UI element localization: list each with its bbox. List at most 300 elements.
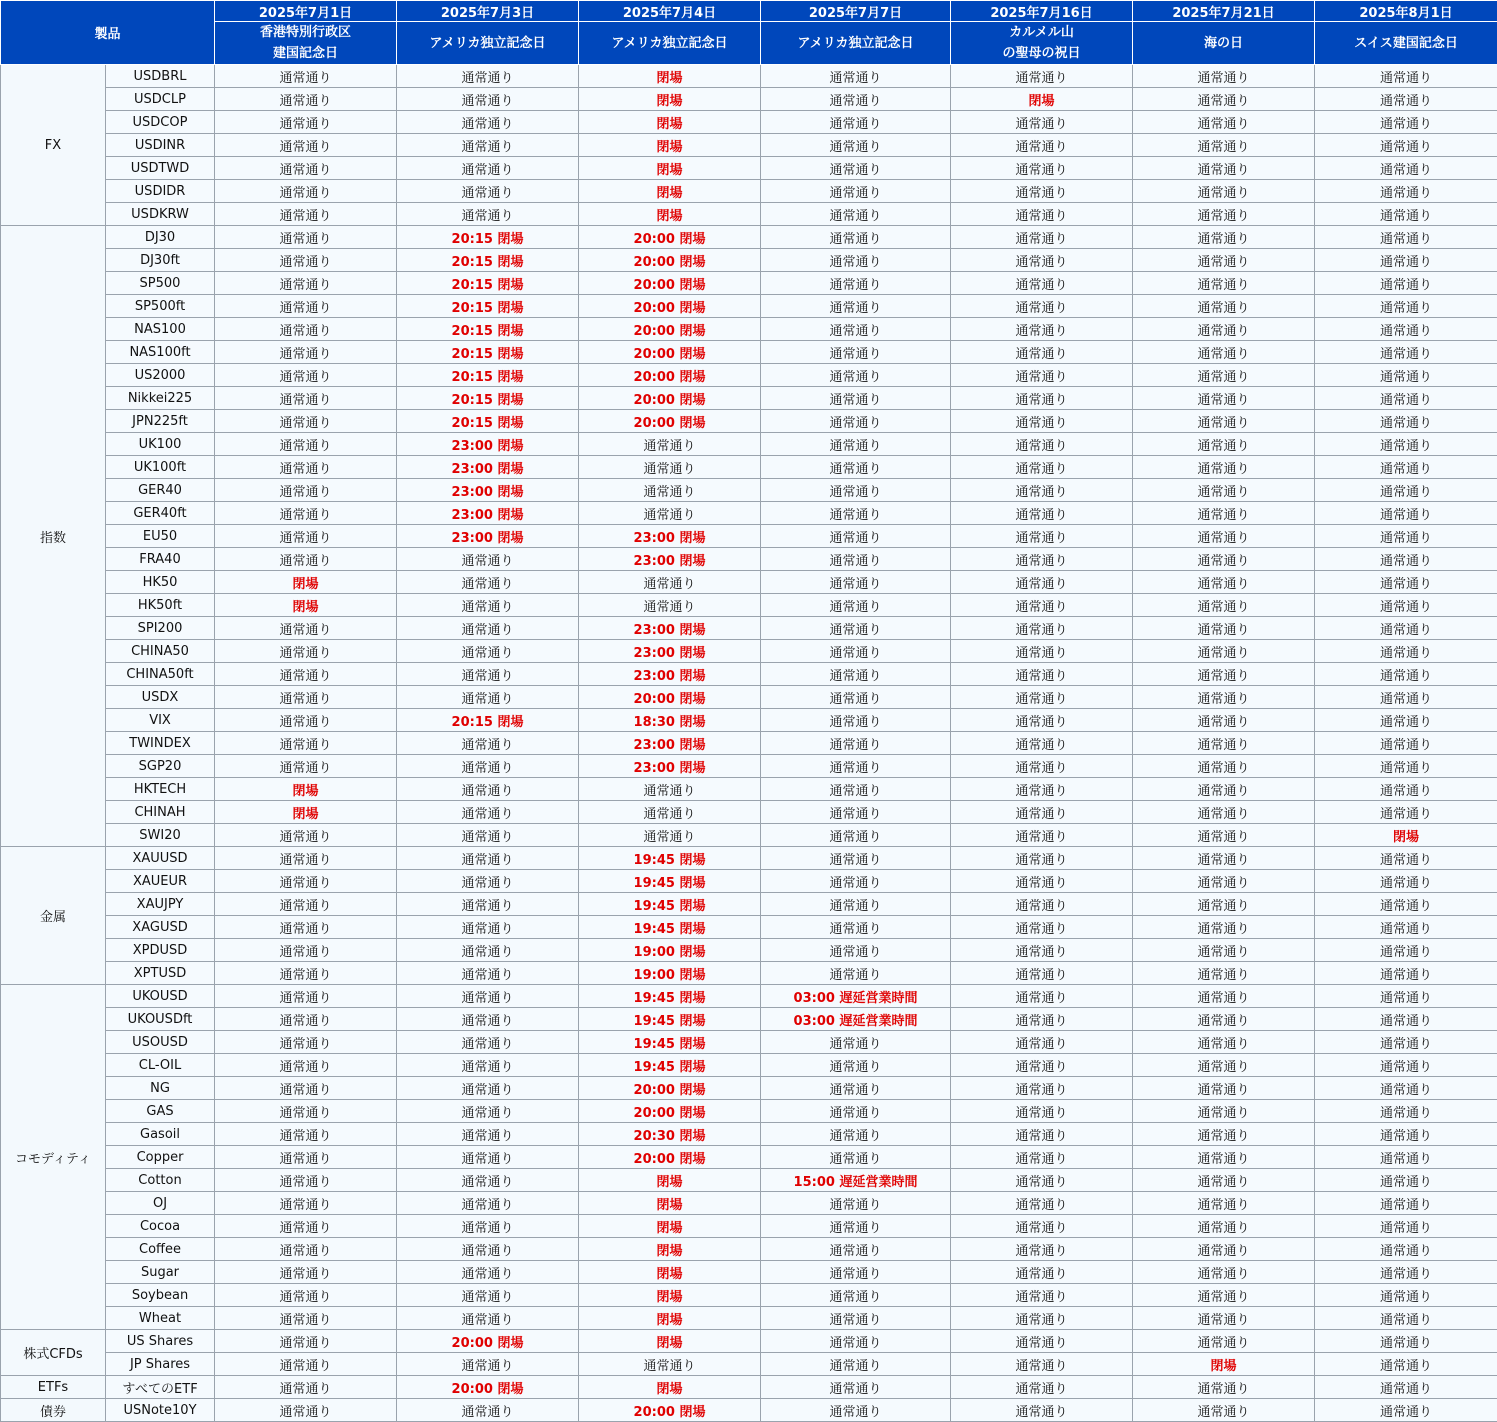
status-cell: 通常通り [1133,88,1315,111]
status-cell: 通常通り [215,387,397,410]
header-date-row [1,1,1497,22]
product-cell: JPN225ft [106,410,215,433]
product-cell: SPI200 [106,617,215,640]
status-cell: 通常通り [761,249,951,272]
status-cell: 通常通り [397,1146,579,1169]
status-cell: 通常通り [397,1192,579,1215]
product-cell: US2000 [106,364,215,387]
product-cell: USNote10Y [106,1399,215,1422]
status-cell: 通常通り [215,1100,397,1123]
status-cell: 通常通り [1315,134,1497,157]
status-cell: 通常通り [215,364,397,387]
status-cell: 20:00 閉場 [579,1077,761,1100]
status-cell: 通常通り [215,962,397,985]
status-cell: 通常通り [761,364,951,387]
status-cell: 通常通り [761,134,951,157]
status-cell: 通常通り [215,157,397,180]
status-cell: 通常通り [761,410,951,433]
status-cell: 19:00 閉場 [579,962,761,985]
status-cell: 通常通り [1133,410,1315,433]
status-cell: 通常通り [1133,502,1315,525]
status-cell: 通常通り [951,1100,1133,1123]
status-cell: 通常通り [1133,341,1315,364]
status-cell: 通常通り [215,433,397,456]
status-cell: 20:00 閉場 [579,1146,761,1169]
holiday-header [579,22,761,65]
status-cell: 通常通り [761,387,951,410]
status-cell: 通常通り [951,778,1133,801]
status-cell: 閉場 [579,1261,761,1284]
status-cell: 通常通り [1133,272,1315,295]
status-cell: 通常通り [951,824,1133,847]
table-row [1,640,1497,663]
table-row [1,1054,1497,1077]
status-cell: 通常通り [951,1307,1133,1330]
status-cell: 通常通り [397,134,579,157]
status-cell: 通常通り [1133,1330,1315,1353]
status-cell: 通常通り [579,433,761,456]
status-cell: 通常通り [951,1353,1133,1376]
status-cell: 通常通り [761,548,951,571]
status-cell: 19:45 閉場 [579,916,761,939]
status-cell: 通常通り [951,111,1133,134]
status-cell: 通常通り [1315,801,1497,824]
table-row [1,1077,1497,1100]
status-cell: 通常通り [1315,226,1497,249]
status-cell: 15:00 遅延営業時間 [761,1169,951,1192]
table-row [1,594,1497,617]
table-row [1,617,1497,640]
status-cell: 通常通り [1315,525,1497,548]
holiday-header [215,22,397,65]
status-cell: 通常通り [397,640,579,663]
holiday-header [761,22,951,65]
status-cell: 通常通り [951,364,1133,387]
status-cell: 通常通り [1315,65,1497,88]
product-cell: Wheat [106,1307,215,1330]
table-row [1,1284,1497,1307]
date-header: 2025年7月3日 [397,1,579,22]
status-cell: 通常通り [761,640,951,663]
status-cell: 通常通り [397,571,579,594]
status-cell: 通常通り [761,686,951,709]
status-cell: 通常通り [215,1008,397,1031]
holiday-header [1133,22,1315,65]
status-cell: 通常通り [1133,364,1315,387]
table-row [1,249,1497,272]
status-cell: 通常通り [215,847,397,870]
status-cell: 通常通り [1133,939,1315,962]
status-cell: 20:15 閉場 [397,364,579,387]
status-cell: 20:00 閉場 [579,364,761,387]
status-cell: 閉場 [579,134,761,157]
status-cell: 20:00 閉場 [397,1330,579,1353]
status-cell: 19:00 閉場 [579,939,761,962]
status-cell: 通常通り [1133,249,1315,272]
status-cell: 閉場 [579,203,761,226]
status-cell: 通常通り [1133,962,1315,985]
status-cell: 通常通り [397,1054,579,1077]
status-cell: 通常通り [215,1307,397,1330]
product-cell: FRA40 [106,548,215,571]
status-cell: 通常通り [1315,88,1497,111]
status-cell: 通常通り [1315,1008,1497,1031]
status-cell: 通常通り [215,272,397,295]
product-cell: Sugar [106,1261,215,1284]
status-cell: 通常通り [1315,1100,1497,1123]
status-cell: 通常通り [397,985,579,1008]
status-cell: 通常通り [1133,433,1315,456]
status-cell: 19:45 閉場 [579,985,761,1008]
status-cell: 通常通り [761,939,951,962]
product-cell: USDCLP [106,88,215,111]
table-row [1,548,1497,571]
status-cell: 通常通り [397,686,579,709]
status-cell: 通常通り [761,1192,951,1215]
table-row [1,1169,1497,1192]
product-cell: USOUSD [106,1031,215,1054]
product-cell: Cotton [106,1169,215,1192]
status-cell: 通常通り [951,341,1133,364]
status-cell: 通常通り [1315,1330,1497,1353]
date-header: 2025年7月7日 [761,1,951,22]
status-cell: 通常通り [215,226,397,249]
table-row [1,778,1497,801]
table-row [1,180,1497,203]
status-cell: 通常通り [1315,111,1497,134]
status-cell: 20:00 閉場 [579,1399,761,1422]
status-cell: 閉場 [951,88,1133,111]
status-cell: 通常通り [579,778,761,801]
status-cell: 20:15 閉場 [397,387,579,410]
table-row [1,985,1497,1008]
status-cell: 通常通り [1133,1399,1315,1422]
status-cell: 通常通り [1133,479,1315,502]
status-cell: 通常通り [761,732,951,755]
status-cell: 通常通り [1315,203,1497,226]
status-cell: 通常通り [761,1307,951,1330]
status-cell: 通常通り [397,180,579,203]
product-cell: JP Shares [106,1353,215,1376]
status-cell: 通常通り [1133,893,1315,916]
status-cell: 通常通り [397,1169,579,1192]
status-cell: 通常通り [761,617,951,640]
status-cell: 通常通り [761,1284,951,1307]
status-cell: 通常通り [1315,893,1497,916]
table-row [1,433,1497,456]
status-cell: 通常通り [1133,594,1315,617]
status-cell: 通常通り [1133,663,1315,686]
status-cell: 通常通り [951,732,1133,755]
status-cell: 通常通り [951,1261,1133,1284]
table-row [1,525,1497,548]
status-cell: 閉場 [579,65,761,88]
status-cell: 20:15 閉場 [397,226,579,249]
product-cell: SP500ft [106,295,215,318]
table-row [1,1261,1497,1284]
status-cell: 通常通り [761,1146,951,1169]
status-cell: 通常通り [397,962,579,985]
status-cell: 閉場 [579,157,761,180]
status-cell: 通常通り [951,939,1133,962]
status-cell: 通常通り [215,111,397,134]
status-cell: 通常通り [951,226,1133,249]
header-holiday-row [1,22,1497,65]
status-cell: 通常通り [761,1376,951,1399]
status-cell: 通常通り [951,1123,1133,1146]
status-cell: 通常通り [761,479,951,502]
status-cell: 通常通り [397,617,579,640]
product-cell: Copper [106,1146,215,1169]
status-cell: 20:15 閉場 [397,318,579,341]
status-cell: 19:45 閉場 [579,1054,761,1077]
status-cell: 通常通り [1315,1123,1497,1146]
product-cell: Nikkei225 [106,387,215,410]
product-cell: DJ30ft [106,249,215,272]
status-cell: 20:30 閉場 [579,1123,761,1146]
status-cell: 23:00 閉場 [579,732,761,755]
status-cell: 通常通り [397,1123,579,1146]
product-cell: EU50 [106,525,215,548]
status-cell: 通常通り [1315,1284,1497,1307]
status-cell: 通常通り [951,1192,1133,1215]
holiday-name-line: カルメル山 [1009,25,1074,40]
status-cell: 通常通り [215,893,397,916]
table-row [1,88,1497,111]
product-cell: HK50ft [106,594,215,617]
status-cell: 閉場 [579,1215,761,1238]
table-body [1,65,1497,1422]
status-cell: 通常通り [951,318,1133,341]
status-cell: 通常通り [1315,778,1497,801]
product-cell: XAUUSD [106,847,215,870]
status-cell: 通常通り [215,1261,397,1284]
status-cell: 通常通り [397,801,579,824]
status-cell: 通常通り [1133,1215,1315,1238]
status-cell: 通常通り [397,1284,579,1307]
status-cell: 03:00 遅延営業時間 [761,1008,951,1031]
status-cell: 通常通り [761,456,951,479]
status-cell: 通常通り [579,1353,761,1376]
status-cell: 20:00 閉場 [579,1100,761,1123]
table-row [1,318,1497,341]
status-cell: 通常通り [215,732,397,755]
product-cell: すべてのETF [106,1376,215,1399]
status-cell: 通常通り [951,893,1133,916]
table-row [1,870,1497,893]
table-row [1,341,1497,364]
status-cell: 通常通り [579,479,761,502]
status-cell: 通常通り [397,778,579,801]
status-cell: 通常通り [1315,341,1497,364]
table-row [1,1146,1497,1169]
status-cell: 通常通り [1315,318,1497,341]
status-cell: 20:15 閉場 [397,709,579,732]
status-cell: 23:00 閉場 [579,548,761,571]
status-cell: 通常通り [215,341,397,364]
status-cell: 23:00 閉場 [397,525,579,548]
status-cell: 通常通り [215,1169,397,1192]
status-cell: 閉場 [579,1376,761,1399]
status-cell: 通常通り [579,824,761,847]
product-cell: SGP20 [106,755,215,778]
product-cell: DJ30 [106,226,215,249]
status-cell: 通常通り [761,916,951,939]
table-row [1,1353,1497,1376]
status-cell: 通常通り [1133,1077,1315,1100]
status-cell: 通常通り [1315,479,1497,502]
status-cell: 通常通り [215,548,397,571]
product-cell: CHINA50 [106,640,215,663]
status-cell: 通常通り [951,1077,1133,1100]
status-cell: 通常通り [761,1123,951,1146]
status-cell: 通常通り [1315,1353,1497,1376]
status-cell: 通常通り [397,663,579,686]
table-row [1,1399,1497,1422]
product-cell: Cocoa [106,1215,215,1238]
status-cell: 通常通り [761,226,951,249]
status-cell: 通常通り [1315,364,1497,387]
status-cell: 通常通り [1133,1284,1315,1307]
status-cell: 通常通り [951,203,1133,226]
status-cell: 通常通り [1315,1169,1497,1192]
status-cell: 通常通り [215,479,397,502]
status-cell: 通常通り [1133,65,1315,88]
product-cell: XAUJPY [106,893,215,916]
status-cell: 19:45 閉場 [579,1031,761,1054]
status-cell: 通常通り [1133,111,1315,134]
status-cell: 通常通り [761,847,951,870]
status-cell: 通常通り [1315,410,1497,433]
status-cell: 通常通り [761,594,951,617]
status-cell: 通常通り [397,88,579,111]
status-cell: 通常通り [215,295,397,318]
product-header: 製品 [1,1,215,65]
status-cell: 通常通り [397,111,579,134]
product-cell: NG [106,1077,215,1100]
product-cell: HKTECH [106,778,215,801]
product-cell: UK100ft [106,456,215,479]
status-cell: 通常通り [1133,1100,1315,1123]
table-row [1,847,1497,870]
status-cell: 通常通り [397,157,579,180]
status-cell: 通常通り [951,249,1133,272]
status-cell: 通常通り [215,985,397,1008]
status-cell: 通常通り [1315,157,1497,180]
status-cell: 19:45 閉場 [579,847,761,870]
status-cell: 通常通り [397,870,579,893]
status-cell: 通常通り [1133,387,1315,410]
status-cell: 通常通り [397,1238,579,1261]
status-cell: 通常通り [397,755,579,778]
category-cell: ETFs [1,1376,106,1399]
table-row [1,1192,1497,1215]
status-cell: 通常通り [951,479,1133,502]
status-cell: 通常通り [1133,755,1315,778]
status-cell: 通常通り [951,755,1133,778]
status-cell: 通常通り [1133,640,1315,663]
status-cell: 閉場 [579,1307,761,1330]
product-cell: GER40 [106,479,215,502]
status-cell: 通常通り [761,1100,951,1123]
product-cell: XPTUSD [106,962,215,985]
status-cell: 通常通り [215,1077,397,1100]
table-row [1,1330,1497,1353]
status-cell: 通常通り [1315,939,1497,962]
status-cell: 通常通り [215,318,397,341]
status-cell: 通常通り [215,410,397,433]
status-cell: 閉場 [215,778,397,801]
product-cell: USDX [106,686,215,709]
status-cell: 通常通り [951,134,1133,157]
status-cell: 通常通り [1315,732,1497,755]
status-cell: 閉場 [1315,824,1497,847]
category-cell: FX [1,65,106,226]
status-cell: 通常通り [761,663,951,686]
status-cell: 通常通り [397,732,579,755]
table-row [1,755,1497,778]
holiday-name-line: スイス建国記念日 [1354,35,1458,51]
status-cell: 閉場 [215,594,397,617]
table-row [1,663,1497,686]
status-cell: 通常通り [1133,617,1315,640]
status-cell: 通常通り [761,157,951,180]
status-cell: 通常通り [215,939,397,962]
status-cell: 通常通り [215,1399,397,1422]
product-cell: XAGUSD [106,916,215,939]
product-cell: USDIDR [106,180,215,203]
status-cell: 通常通り [1133,180,1315,203]
status-cell: 19:45 閉場 [579,893,761,916]
status-cell: 通常通り [1133,295,1315,318]
status-cell: 通常通り [215,755,397,778]
category-cell: 金属 [1,847,106,985]
date-header: 2025年7月21日 [1133,1,1315,22]
status-cell: 通常通り [215,663,397,686]
status-cell: 通常通り [215,134,397,157]
status-cell: 通常通り [951,295,1133,318]
status-cell: 通常通り [951,617,1133,640]
status-cell: 閉場 [579,88,761,111]
status-cell: 通常通り [1315,502,1497,525]
table-row [1,1307,1497,1330]
status-cell: 通常通り [1315,433,1497,456]
status-cell: 通常通り [951,1238,1133,1261]
category-cell: 株式CFDs [1,1330,106,1376]
table-row [1,502,1497,525]
status-cell: 通常通り [397,939,579,962]
table-row [1,456,1497,479]
status-cell: 通常通り [1133,1123,1315,1146]
status-cell: 通常通り [1315,617,1497,640]
status-cell: 通常通り [951,157,1133,180]
product-cell: USDBRL [106,65,215,88]
holiday-name-line: アメリカ独立記念日 [797,35,914,51]
status-cell: 通常通り [1315,548,1497,571]
status-cell: 通常通り [761,778,951,801]
status-cell: 通常通り [951,1054,1133,1077]
product-cell: UKOUSD [106,985,215,1008]
product-cell: Coffee [106,1238,215,1261]
category-cell: コモディティ [1,985,106,1330]
status-cell: 通常通り [951,1376,1133,1399]
status-cell: 通常通り [761,709,951,732]
status-cell: 20:15 閉場 [397,341,579,364]
status-cell: 通常通り [215,1146,397,1169]
holiday-name-line: 香港特別行政区 [260,25,352,40]
status-cell: 通常通り [1133,1008,1315,1031]
status-cell: 通常通り [951,456,1133,479]
